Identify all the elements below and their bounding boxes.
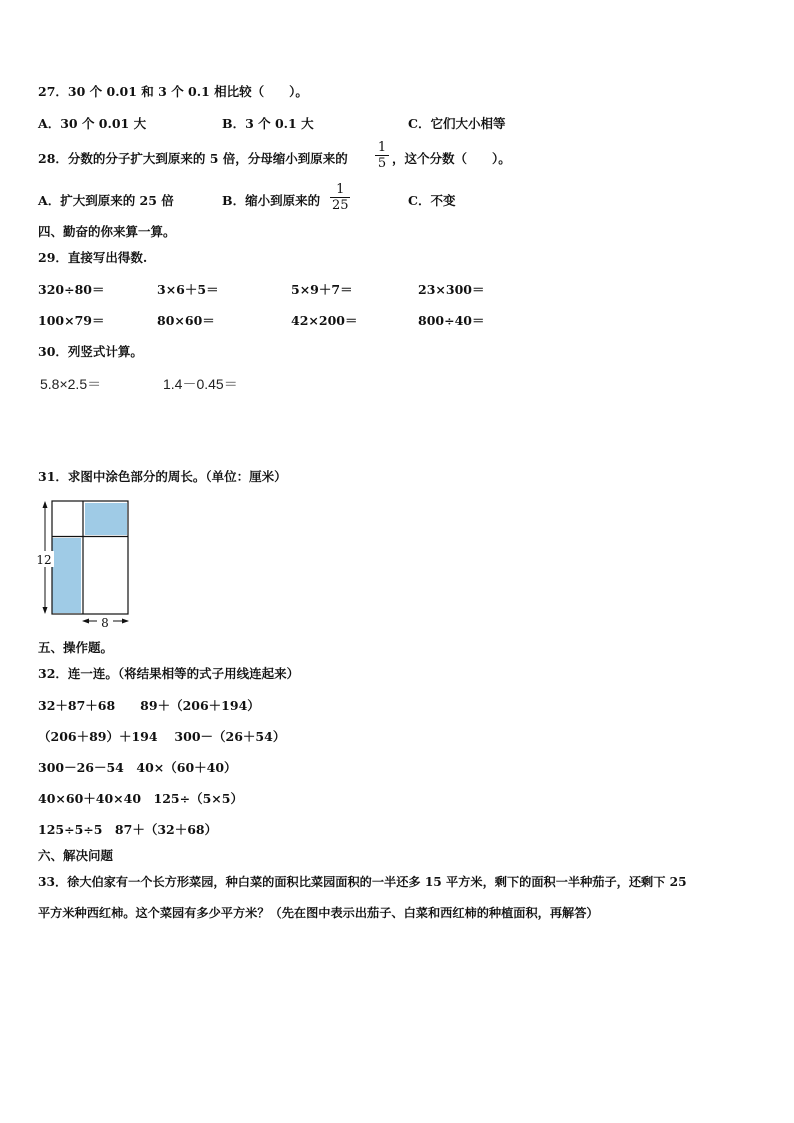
q29-item: 23×300＝ — [418, 282, 485, 297]
question-33-line-2: 平方米种西红柿。这个菜园有多少平方米？（先在图中表示出茄子、白菜和西红柿的种植面积，再解答） — [38, 906, 599, 920]
q32-row: 300－26－54 40×（60＋40） — [38, 760, 237, 775]
section-4-heading: 四、勤奋的你来算一算。 — [38, 224, 176, 239]
q32-row: 40×60＋40×40 125÷（5×5） — [38, 791, 243, 806]
fraction-denominator: 5 — [377, 156, 387, 171]
q29-item: 100×79＝ — [38, 313, 105, 328]
question-31-stem: 31．求图中涂色部分的周长。（单位：厘米） — [38, 469, 287, 484]
section-6-heading: 六、解决问题 — [38, 848, 114, 863]
question-29-stem: 29．直接写出得数. — [38, 250, 148, 265]
arrowhead-down — [43, 607, 48, 614]
q32-row: （206＋89）＋194 300－（26＋54） — [38, 729, 286, 744]
section-5-heading: 五、操作题。 — [38, 640, 114, 655]
fraction-denominator: 25 — [332, 198, 349, 213]
q29-item: 320÷80＝ — [38, 282, 105, 297]
q30-item-subtract: 1.4－0.45＝ — [163, 376, 238, 392]
q32-row: 32＋87＋68 89＋（206＋194） — [38, 698, 260, 713]
question-30-stem: 30．列竖式计算。 — [38, 344, 143, 359]
width-label: 8 — [101, 616, 109, 630]
q27-option-c: C．它们大小相等 — [408, 116, 506, 131]
fraction-numerator: 1 — [377, 140, 387, 155]
shaded-bottom-left-region — [52, 538, 81, 613]
arrowhead-up — [43, 501, 48, 508]
q28-option-b-fraction — [330, 182, 351, 213]
q27-option-a: A．30 个 0.01 大 — [38, 116, 147, 131]
q28-stem-fraction — [375, 140, 389, 171]
q29-item: 3×6＋5＝ — [157, 282, 219, 297]
shaded-rectangle-figure — [34, 497, 144, 632]
shaded-top-right-region — [85, 503, 127, 535]
q29-item: 800÷40＝ — [418, 313, 485, 328]
q28-option-a: A．扩大到原来的 25 倍 — [38, 193, 174, 208]
question-28-stem-before: 28．分数的分子扩大到原来的 5 倍，分母缩小到原来的 — [38, 151, 348, 166]
question-33-line-1: 33．徐大伯家有一个长方形菜园，种白菜的面积比菜园面积的一半还多 15 平方米，剩下的面积一半种茄子，还剩下 25 — [38, 875, 687, 889]
q29-item: 5×9＋7＝ — [291, 282, 353, 297]
height-label: 12 — [36, 553, 52, 567]
question-28-stem-after: ，这个分数（ ）。 — [392, 151, 511, 166]
q28-option-c: C．不变 — [408, 193, 456, 208]
q28-option-b: B．缩小到原来的 — [222, 193, 321, 208]
q29-item: 42×200＝ — [291, 313, 358, 328]
q27-option-b: B．3 个 0.1 大 — [222, 116, 314, 131]
question-27-stem: 27．30 个 0.01 和 3 个 0.1 相比较（ ）。 — [38, 84, 308, 99]
arrowhead-left — [82, 619, 89, 624]
q30-item-multiply: 5.8×2.5＝ — [40, 376, 102, 392]
arrowhead-right — [122, 619, 129, 624]
question-32-stem: 32．连一连。（将结果相等的式子用线连起来） — [38, 666, 300, 681]
q29-item: 80×60＝ — [157, 313, 215, 328]
fraction-numerator: 1 — [336, 182, 345, 197]
q32-row: 125÷5÷5 87＋（32＋68） — [38, 822, 218, 837]
